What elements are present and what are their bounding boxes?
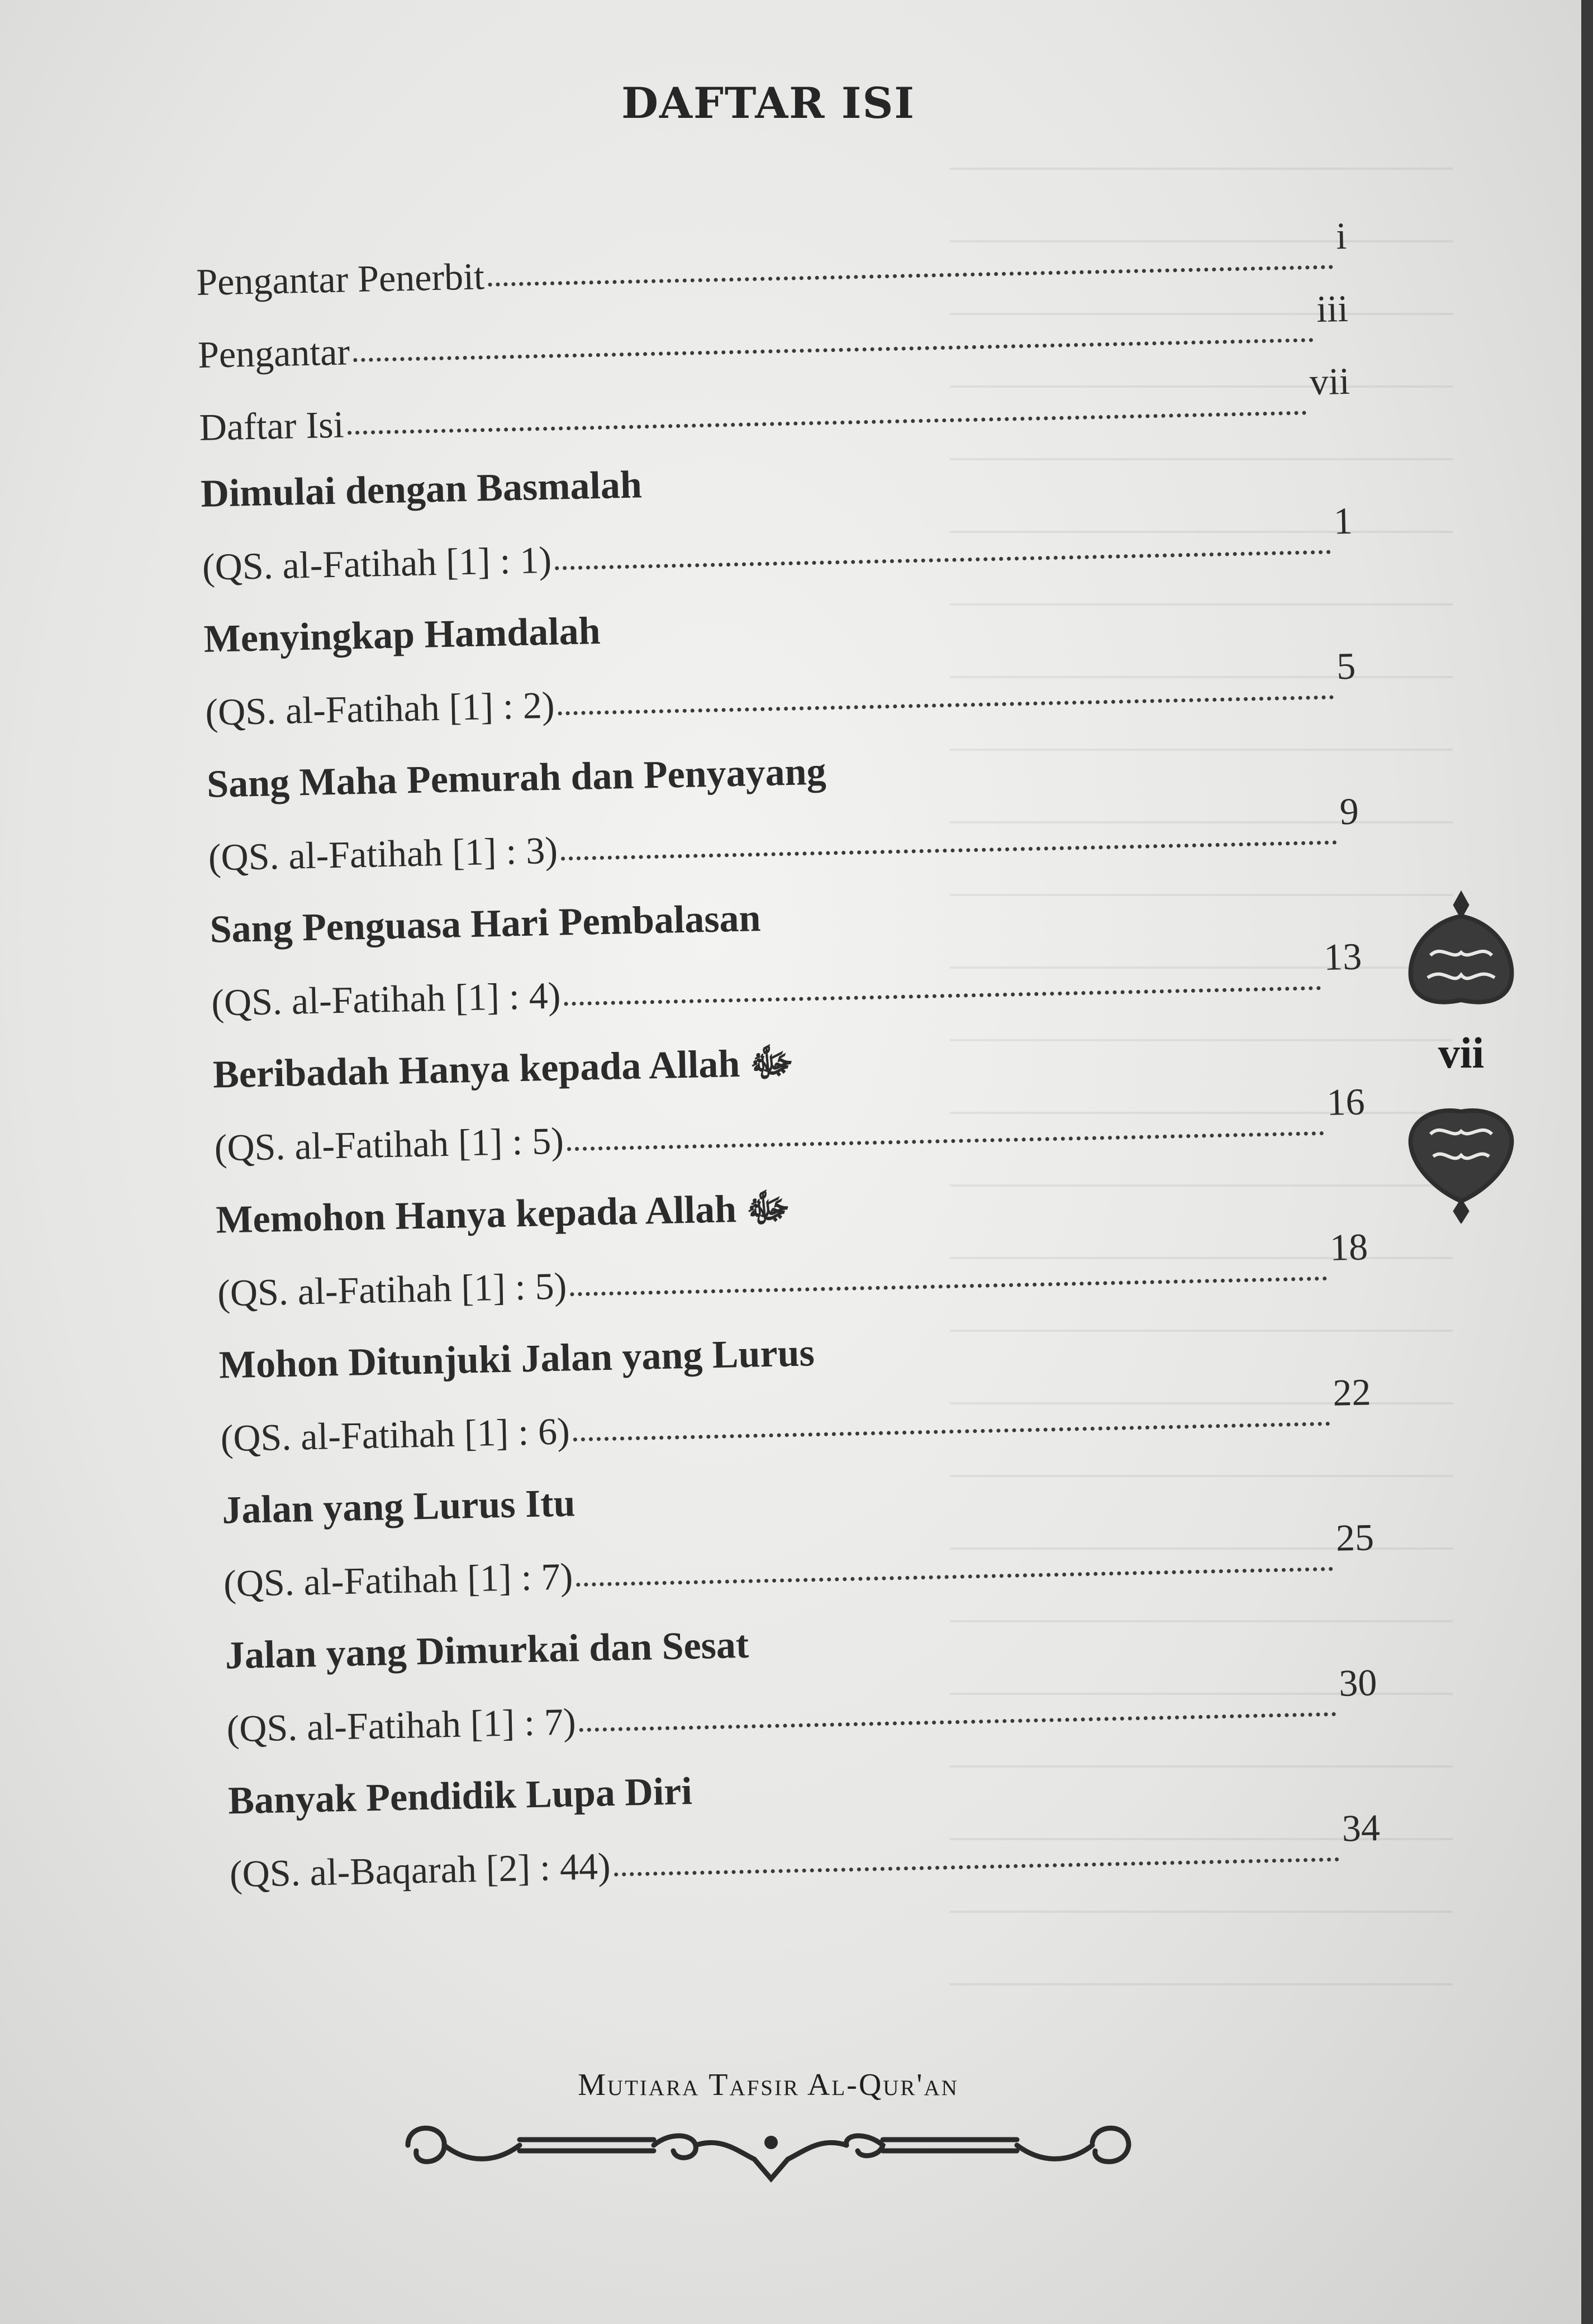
toc-entry-heading: Beribadah Hanya kepada Allah ﷻ — [212, 1041, 795, 1097]
dot-leader — [353, 338, 1314, 362]
dot-leader — [614, 1858, 1339, 1877]
toc-entry-reference: (QS. al-Fatihah [1] : 7) — [226, 1700, 577, 1750]
toc-entry — [206, 730, 1360, 899]
toc-entry — [225, 1601, 1378, 1770]
toc-entry-heading: Jalan yang Dimurkai dan Sesat — [225, 1623, 749, 1678]
toc-page-number: 22 — [1332, 1370, 1372, 1414]
page-number: vii — [1438, 1028, 1485, 1077]
toc-front-label: Pengantar — [197, 330, 350, 376]
toc-entry — [203, 585, 1357, 754]
toc-entry — [212, 1021, 1366, 1190]
toc-page-number: 16 — [1326, 1080, 1366, 1123]
toc-entry — [200, 440, 1354, 609]
toc-entry — [227, 1746, 1381, 1916]
toc-entry-reference: (QS. al-Fatihah [1] : 5) — [217, 1264, 568, 1315]
toc-front-label: Daftar Isi — [199, 403, 345, 449]
toc-page-number: i — [1335, 214, 1347, 258]
toc-entry — [210, 875, 1363, 1045]
toc-entry-reference: (QS. al-Fatihah [1] : 1) — [202, 538, 552, 588]
toc-entry-heading: Jalan yang Lurus Itu — [221, 1482, 576, 1532]
dot-leader — [561, 840, 1337, 860]
dot-leader — [576, 1567, 1333, 1587]
toc-page-number: 25 — [1335, 1516, 1375, 1559]
toc-page-number: 34 — [1341, 1806, 1381, 1850]
toc-entry-heading: Banyak Pendidik Lupa Diri — [227, 1770, 693, 1823]
ornament-top-icon — [1411, 895, 1512, 1002]
toc-entry-heading: Mohon Ditunjuki Jalan yang Lurus — [218, 1331, 815, 1387]
book-title-footer: Mutiara Tafsir Al-Qur'an — [578, 2068, 959, 2102]
dot-leader — [579, 1712, 1337, 1732]
toc-page-number: 18 — [1329, 1225, 1368, 1269]
toc-entry-reference: (QS. al-Fatihah [1] : 6) — [220, 1409, 570, 1460]
toc-entry-heading: Menyingkap Hamdalah — [203, 609, 601, 661]
toc-page-number: 13 — [1323, 935, 1362, 978]
toc-page-number: iii — [1316, 287, 1349, 331]
toc-entry-reference: (QS. al-Fatihah [1] : 5) — [214, 1119, 564, 1169]
dot-leader — [488, 265, 1333, 287]
toc-page-number: vii — [1309, 359, 1351, 403]
toc-entry-reference: (QS. al-Fatihah [1] : 3) — [208, 828, 558, 879]
toc-entry — [215, 1165, 1369, 1335]
dot-leader — [567, 1131, 1324, 1151]
dot-leader — [558, 696, 1334, 716]
toc-entry-heading: Sang Maha Pemurah dan Penyayang — [206, 750, 827, 806]
toc-page-number: 30 — [1338, 1661, 1378, 1704]
toc-entry — [218, 1311, 1372, 1480]
toc-front-label: Pengantar Penerbit — [196, 255, 485, 303]
toc-entry-heading: Memohon Hanya kepada Allah ﷻ — [215, 1187, 791, 1242]
table-of-contents — [196, 214, 1381, 1916]
dot-leader — [564, 986, 1321, 1006]
toc-entry-heading: Dimulai dengan Basmalah — [200, 463, 643, 516]
toc-entry-reference: (QS. al-Fatihah [1] : 4) — [211, 974, 562, 1024]
dot-leader — [348, 411, 1307, 435]
toc-entry-heading: Sang Penguasa Hari Pembalasan — [209, 897, 762, 951]
toc-page-number: 1 — [1333, 499, 1353, 542]
page-title: DAFTAR ISI — [621, 78, 915, 128]
ornament-bottom-icon — [1411, 1111, 1512, 1220]
dot-leader — [555, 550, 1331, 570]
dot-leader — [570, 1277, 1327, 1296]
toc-entry-reference: (QS. al-Fatihah [1] : 2) — [205, 683, 555, 734]
toc-page-number: 9 — [1339, 789, 1359, 833]
toc-entry-reference: (QS. al-Baqarah [2] : 44) — [229, 1845, 611, 1896]
toc-page-number: 5 — [1336, 644, 1356, 688]
dot-leader — [573, 1422, 1330, 1441]
flourish-divider-icon — [391, 2112, 1151, 2196]
toc-entry-reference: (QS. al-Fatihah [1] : 7) — [223, 1555, 573, 1605]
toc-entry — [221, 1456, 1375, 1625]
